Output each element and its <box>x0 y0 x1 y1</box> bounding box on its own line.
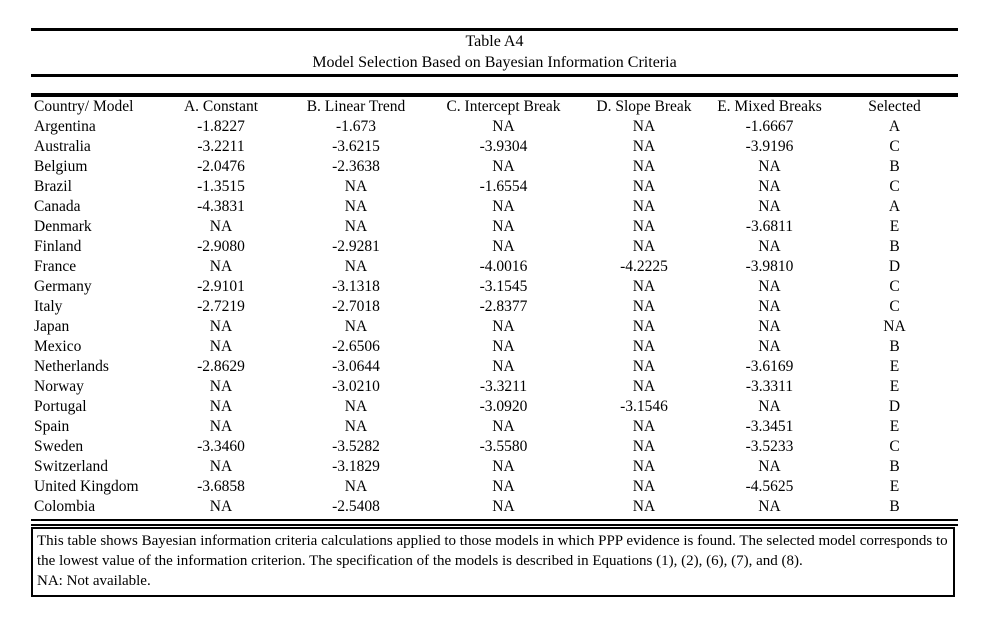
value-cell: -3.0920 <box>479 398 528 415</box>
value-cell: -3.3311 <box>745 378 794 395</box>
value-cell: NA <box>209 218 233 235</box>
value-cell: C <box>889 178 900 195</box>
value-cell: -4.5625 <box>745 478 794 495</box>
value-cell: NA <box>344 478 368 495</box>
value-cell: -3.6215 <box>332 138 380 155</box>
value-cell: -4.2225 <box>620 258 668 275</box>
value-cell: -3.0644 <box>332 358 380 375</box>
value-cell: -3.3451 <box>745 418 794 435</box>
value-cell: -3.5580 <box>479 438 528 455</box>
table-row <box>31 157 958 177</box>
value-cell: NA <box>632 438 656 455</box>
value-cell: NA <box>492 158 515 175</box>
value-cell: -2.9101 <box>197 278 245 295</box>
value-cell: NA <box>492 118 515 135</box>
value-cell: NA <box>632 358 656 375</box>
value-cell: NA <box>632 238 656 255</box>
table-bottom-double-rule <box>31 519 958 526</box>
table-row <box>31 397 958 417</box>
value-cell: NA <box>632 478 656 495</box>
table-a4-section <box>31 28 958 597</box>
value-cell: NA <box>632 458 656 475</box>
value-cell: NA <box>758 178 781 195</box>
value-cell: NA <box>209 398 233 415</box>
value-cell: NA <box>344 398 368 415</box>
value-cell: NA <box>632 198 656 215</box>
value-cell: NA <box>758 158 781 175</box>
table-subtitle: Model Selection Based on Bayesian Information Criteria <box>312 54 677 71</box>
country-cell: Switzerland <box>34 458 109 475</box>
country-cell: Brazil <box>34 178 72 195</box>
value-cell: D <box>888 398 901 415</box>
value-cell: -2.6506 <box>332 338 380 355</box>
value-cell: NA <box>492 198 515 215</box>
table-row <box>31 297 958 317</box>
value-cell: NA <box>492 458 515 475</box>
notes-box <box>31 527 955 597</box>
value-cell: -3.3460 <box>197 438 245 455</box>
value-cell: NA <box>344 418 368 435</box>
value-cell: NA <box>632 418 656 435</box>
value-cell: -3.6169 <box>745 358 794 375</box>
value-cell: -3.9196 <box>745 138 794 155</box>
country-cell: Germany <box>34 278 92 295</box>
value-cell: NA <box>344 198 368 215</box>
value-cell: -2.7219 <box>197 298 245 315</box>
value-cell: A <box>888 118 901 135</box>
value-cell: NA <box>492 498 515 515</box>
value-cell: B <box>889 458 900 475</box>
value-cell: -3.0210 <box>332 378 380 395</box>
country-cell: Sweden <box>34 438 84 455</box>
value-cell: -3.9304 <box>479 138 528 155</box>
value-cell: NA <box>344 318 368 335</box>
column-header-selected: Selected <box>868 98 921 115</box>
value-cell: -2.0476 <box>197 158 245 175</box>
value-cell: NA <box>492 478 515 495</box>
value-cell: NA <box>632 498 656 515</box>
country-cell: United Kingdom <box>34 478 139 495</box>
value-cell: -3.1545 <box>479 278 528 295</box>
value-cell: NA <box>632 318 656 335</box>
column-header-country-model: Country/ Model <box>34 98 134 115</box>
column-header-mixed-breaks: E. Mixed Breaks <box>717 98 822 115</box>
column-header-slope-break: D. Slope Break <box>596 98 692 115</box>
value-cell: -4.0016 <box>479 258 528 275</box>
country-cell: Spain <box>34 418 70 435</box>
table-row <box>31 237 958 257</box>
value-cell: NA <box>492 238 515 255</box>
value-cell: NA <box>209 258 233 275</box>
value-cell: NA <box>492 318 515 335</box>
country-cell: Portugal <box>34 398 87 415</box>
value-cell: NA <box>632 138 656 155</box>
value-cell: C <box>889 278 900 295</box>
value-cell: NA <box>344 178 368 195</box>
table-row <box>31 497 958 517</box>
value-cell: -3.1318 <box>332 278 380 295</box>
value-cell: -2.9281 <box>332 238 380 255</box>
country-cell: Belgium <box>34 158 88 175</box>
value-cell: NA <box>632 218 656 235</box>
country-cell: Netherlands <box>34 358 109 375</box>
value-cell: -3.6811 <box>745 218 794 235</box>
value-cell: -2.8629 <box>197 358 245 375</box>
country-cell: Denmark <box>34 218 92 235</box>
table-row <box>31 457 958 477</box>
table-header-row <box>31 97 958 117</box>
country-cell: Mexico <box>34 338 82 355</box>
value-cell: E <box>889 218 900 235</box>
value-cell: C <box>889 138 900 155</box>
table-body <box>31 117 958 517</box>
value-cell: -1.673 <box>335 118 377 135</box>
value-cell: NA <box>758 278 781 295</box>
value-cell: NA <box>758 498 781 515</box>
value-cell: NA <box>209 418 233 435</box>
value-cell: NA <box>492 338 515 355</box>
table-row <box>31 217 958 237</box>
value-cell: NA <box>883 318 906 335</box>
value-cell: -1.8227 <box>197 118 245 135</box>
table-row <box>31 317 958 337</box>
table-title: Table A4 <box>465 33 524 50</box>
value-cell: NA <box>632 378 656 395</box>
value-cell: -3.6858 <box>197 478 245 495</box>
bic-table <box>31 97 958 517</box>
value-cell: B <box>889 498 900 515</box>
column-header-constant: A. Constant <box>183 98 259 115</box>
value-cell: NA <box>632 118 656 135</box>
country-cell: Finland <box>34 238 82 255</box>
value-cell: -4.3831 <box>197 198 245 215</box>
value-cell: -3.1829 <box>332 458 380 475</box>
value-cell: E <box>889 418 900 435</box>
country-cell: Canada <box>34 198 81 215</box>
value-cell: B <box>889 338 900 355</box>
rule-spacer <box>31 77 958 93</box>
table-row <box>31 337 958 357</box>
value-cell: -2.8377 <box>479 298 528 315</box>
value-cell: NA <box>209 458 233 475</box>
value-cell: NA <box>344 218 368 235</box>
value-cell: NA <box>492 358 515 375</box>
note-na-definition: NA: Not available. <box>37 573 151 589</box>
value-cell: -3.2211 <box>197 138 245 155</box>
value-cell: -1.6667 <box>745 118 794 135</box>
value-cell: A <box>888 198 901 215</box>
value-cell: C <box>889 438 900 455</box>
value-cell: NA <box>758 198 781 215</box>
value-cell: NA <box>632 178 656 195</box>
value-cell: -2.9080 <box>197 238 245 255</box>
country-cell: Japan <box>34 318 70 335</box>
value-cell: C <box>889 298 900 315</box>
column-header-intercept-break: C. Intercept Break <box>446 98 561 115</box>
value-cell: NA <box>344 258 368 275</box>
value-cell: -2.3638 <box>332 158 380 175</box>
country-cell: Italy <box>34 298 63 315</box>
value-cell: NA <box>632 338 656 355</box>
value-cell: -3.9810 <box>745 258 794 275</box>
value-cell: NA <box>209 378 233 395</box>
value-cell: -1.6554 <box>479 178 528 195</box>
table-row <box>31 177 958 197</box>
table-row <box>31 137 958 157</box>
table-row <box>31 197 958 217</box>
value-cell: NA <box>758 298 781 315</box>
column-header-linear-trend: B. Linear Trend <box>306 98 406 115</box>
value-cell: NA <box>632 298 656 315</box>
value-cell: B <box>889 158 900 175</box>
value-cell: E <box>889 378 900 395</box>
value-cell: NA <box>758 238 781 255</box>
country-cell: France <box>34 258 77 275</box>
table-row <box>31 117 958 137</box>
value-cell: D <box>888 258 901 275</box>
value-cell: -3.1546 <box>620 398 668 415</box>
value-cell: E <box>889 478 900 495</box>
country-cell: Australia <box>34 138 91 155</box>
value-cell: NA <box>632 278 656 295</box>
value-cell: NA <box>492 218 515 235</box>
table-row <box>31 417 958 437</box>
value-cell: -3.5282 <box>332 438 380 455</box>
table-row <box>31 257 958 277</box>
value-cell: NA <box>632 158 656 175</box>
value-cell: NA <box>209 338 233 355</box>
country-cell: Colombia <box>34 498 96 515</box>
value-cell: NA <box>758 458 781 475</box>
value-cell: -1.3515 <box>197 178 245 195</box>
value-cell: -3.5233 <box>745 438 794 455</box>
country-cell: Argentina <box>34 118 96 135</box>
table-row <box>31 437 958 457</box>
value-cell: NA <box>492 418 515 435</box>
value-cell: NA <box>758 318 781 335</box>
note-description: This table shows Bayesian information criteria calculations applied to those models in which PPP evidence is found. The selected model corresponds to the lowest value of the information criterion. The specification of the models is described in Equations (1), (2), (6), (7), and (8). <box>37 533 948 569</box>
value-cell: NA <box>209 318 233 335</box>
value-cell: -2.7018 <box>332 298 380 315</box>
table-row <box>31 357 958 377</box>
value-cell: -2.5408 <box>332 498 380 515</box>
value-cell: -3.3211 <box>479 378 528 395</box>
country-cell: Norway <box>34 378 84 395</box>
table-row <box>31 277 958 297</box>
table-row <box>31 377 958 397</box>
value-cell: B <box>889 238 900 255</box>
value-cell: NA <box>758 338 781 355</box>
table-row <box>31 477 958 497</box>
value-cell: NA <box>209 498 233 515</box>
value-cell: E <box>889 358 900 375</box>
value-cell: NA <box>758 398 781 415</box>
